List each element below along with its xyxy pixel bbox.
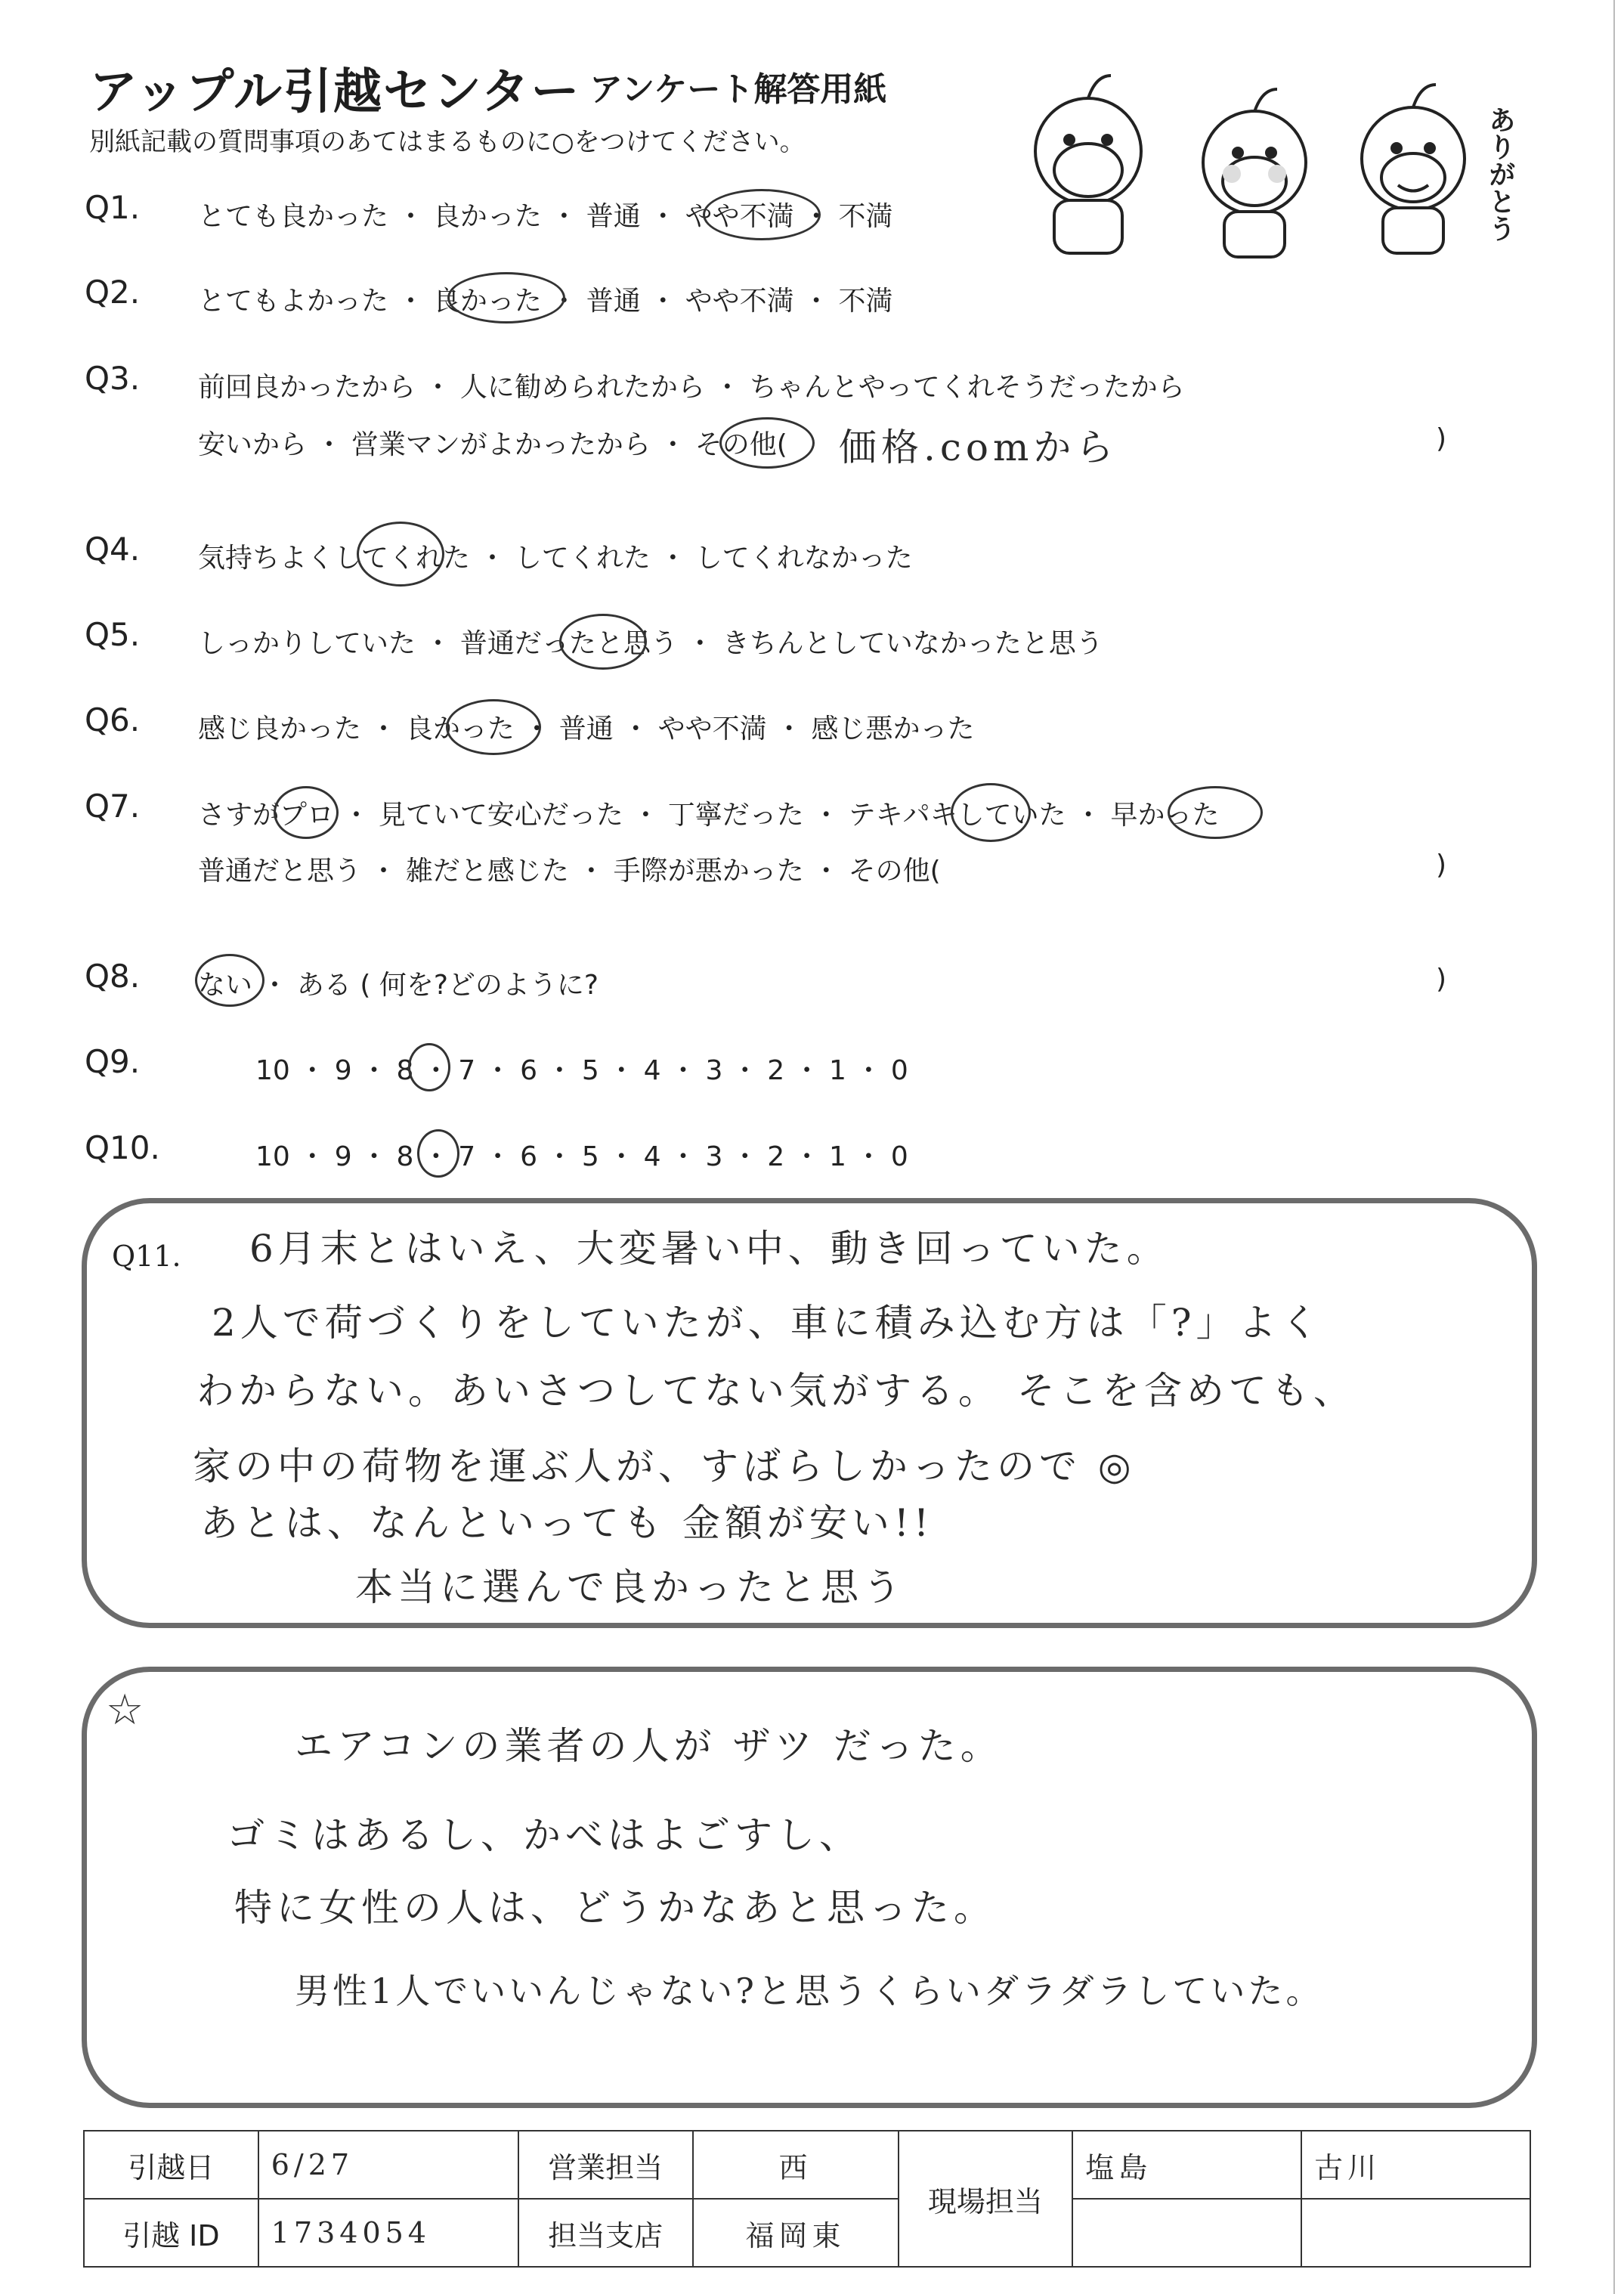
q11-line-2: 2人で荷づくりをしていたが、車に積み込む方は「?」よく <box>212 1301 1323 1345</box>
monkey-icon <box>1362 85 1465 253</box>
answer-circle <box>446 699 541 755</box>
answer-circle <box>719 417 815 469</box>
q10-scale: 10 ・ 9 ・ 8 ・ 7 ・ 6 ・ 5 ・ 4 ・ 3 ・ 2 ・ 1 ・ 0 <box>255 1141 908 1172</box>
q10-label: Q10. <box>85 1129 160 1166</box>
monkey-icon <box>1035 76 1141 253</box>
q4-options: 気持ちよくしてくれた ・ してくれた ・ してくれなかった <box>198 543 913 574</box>
q4-label: Q4. <box>85 531 141 568</box>
answer-circle <box>357 522 444 587</box>
q6-options: 感じ良かった ・ 良かった ・ 普通 ・ やや不満 ・ 感じ悪かった <box>198 714 975 745</box>
answer-circle <box>447 272 565 324</box>
q5-label: Q5. <box>85 616 141 653</box>
sales-value: 西 <box>693 2131 899 2199</box>
branch-value: 福岡東 <box>693 2199 899 2267</box>
q11-line-4: 家の中の荷物を運ぶ人が、すばらしかったので ◎ <box>193 1444 1136 1488</box>
q1-label: Q1. <box>85 189 141 226</box>
q9-scale: 10 ・ 9 ・ 8 ・ 7 ・ 6 ・ 5 ・ 4 ・ 3 ・ 2 ・ 1 ・ 0 <box>255 1055 908 1086</box>
answer-circle <box>274 786 339 839</box>
answer-circle <box>703 189 821 240</box>
answer-circle <box>1168 786 1263 839</box>
office-use-table <box>83 2130 1531 2268</box>
q3-options-line1: 前回良かったから ・ 人に勧められたから ・ ちゃんとやってくれそうだったから <box>198 372 1185 403</box>
q8-label: Q8. <box>85 958 141 995</box>
q11-label: Q11. <box>112 1240 181 1273</box>
q3-handwritten-answer: 価格.comから <box>839 426 1118 469</box>
monkey-mascots-illustration <box>1005 60 1534 265</box>
q11-line-1: 6月末とはいえ、大変暑い中、動き回っていた。 <box>249 1227 1169 1271</box>
q8-close-paren: ) <box>1436 964 1447 995</box>
q11-line-5: あとは、なんといっても 金額が安い!! <box>200 1501 934 1545</box>
q2-options: とてもよかった ・ 良かった ・ 普通 ・ やや不満 ・ 不満 <box>198 286 893 317</box>
move-id-value: 1734054 <box>258 2199 518 2267</box>
site-value-1: 塩島 <box>1072 2131 1301 2199</box>
star-box-line-1: エアコンの業者の人が ザツ だった。 <box>295 1724 1003 1768</box>
monkey-icon <box>1203 89 1306 257</box>
star-box-line-3: 特に女性の人は、どうかなあと思った。 <box>234 1886 996 1930</box>
form-subtitle: アンケート解答用紙 <box>589 70 887 109</box>
q7-options-line1: さすがプロ ・ 見ていて安心だった ・ 丁寧だった ・ テキパキしていた ・ 早かった <box>198 800 1220 831</box>
answer-circle <box>417 1129 459 1178</box>
move-date-label: 引越日 <box>84 2131 258 2199</box>
move-date-value: 6/27 <box>258 2131 518 2199</box>
q7-close-paren: ) <box>1436 850 1447 881</box>
star-box-line-2: ゴミはあるし、かべはよごすし、 <box>227 1813 861 1857</box>
q8-options: ない ・ ある ( 何を?どのように? <box>198 970 599 1001</box>
q3-options-line2: 安いから ・ 営業マンがよかったから ・ その他( <box>198 429 787 460</box>
q11-line-6: 本当に選んで良かったと思う <box>355 1565 905 1609</box>
q7-options-line2: 普通だと思う ・ 雑だと感じた ・ 手際が悪かった ・ その他( <box>198 856 941 887</box>
q9-label: Q9. <box>85 1043 141 1080</box>
answer-circle <box>559 614 647 670</box>
q5-options: しっかりしていた ・ 普通だったと思う ・ きちんとしていなかったと思う <box>198 628 1103 659</box>
star-icon: ☆ <box>106 1686 144 1735</box>
scan-edge <box>1613 0 1615 2294</box>
q11-line-3: わからない。あいさつしてない気がする。 そこを含めても、 <box>196 1369 1356 1413</box>
answer-circle <box>408 1043 450 1091</box>
instructions-text: 別紙記載の質問事項のあてはまるものに○をつけてください。 <box>89 127 806 157</box>
branch-label: 担当支店 <box>518 2199 693 2267</box>
q2-label: Q2. <box>85 274 141 311</box>
answer-circle <box>195 954 264 1007</box>
q3-label: Q3. <box>85 360 141 397</box>
site-value-2: 古川 <box>1301 2131 1530 2199</box>
form-title: アップル引越センター <box>89 64 581 120</box>
move-id-label: 引越 ID <box>84 2199 258 2267</box>
site-empty-cell-2 <box>1301 2199 1530 2267</box>
q6-label: Q6. <box>85 701 141 738</box>
site-label: 現場担当 <box>899 2131 1073 2267</box>
q7-label: Q7. <box>85 788 141 825</box>
sales-label: 営業担当 <box>518 2131 693 2199</box>
q1-options: とても良かった ・ 良かった ・ 普通 ・ やや不満 ・ 不満 <box>198 201 893 232</box>
site-empty-cell-1 <box>1072 2199 1301 2267</box>
star-box-line-4: 男性1人でいいんじゃない?と思うくらいダラダラしていた。 <box>295 1970 1324 2011</box>
q3-close-paren: ) <box>1436 423 1447 454</box>
answer-circle <box>951 783 1031 842</box>
mascot-caption: ありがとう <box>1484 106 1516 242</box>
